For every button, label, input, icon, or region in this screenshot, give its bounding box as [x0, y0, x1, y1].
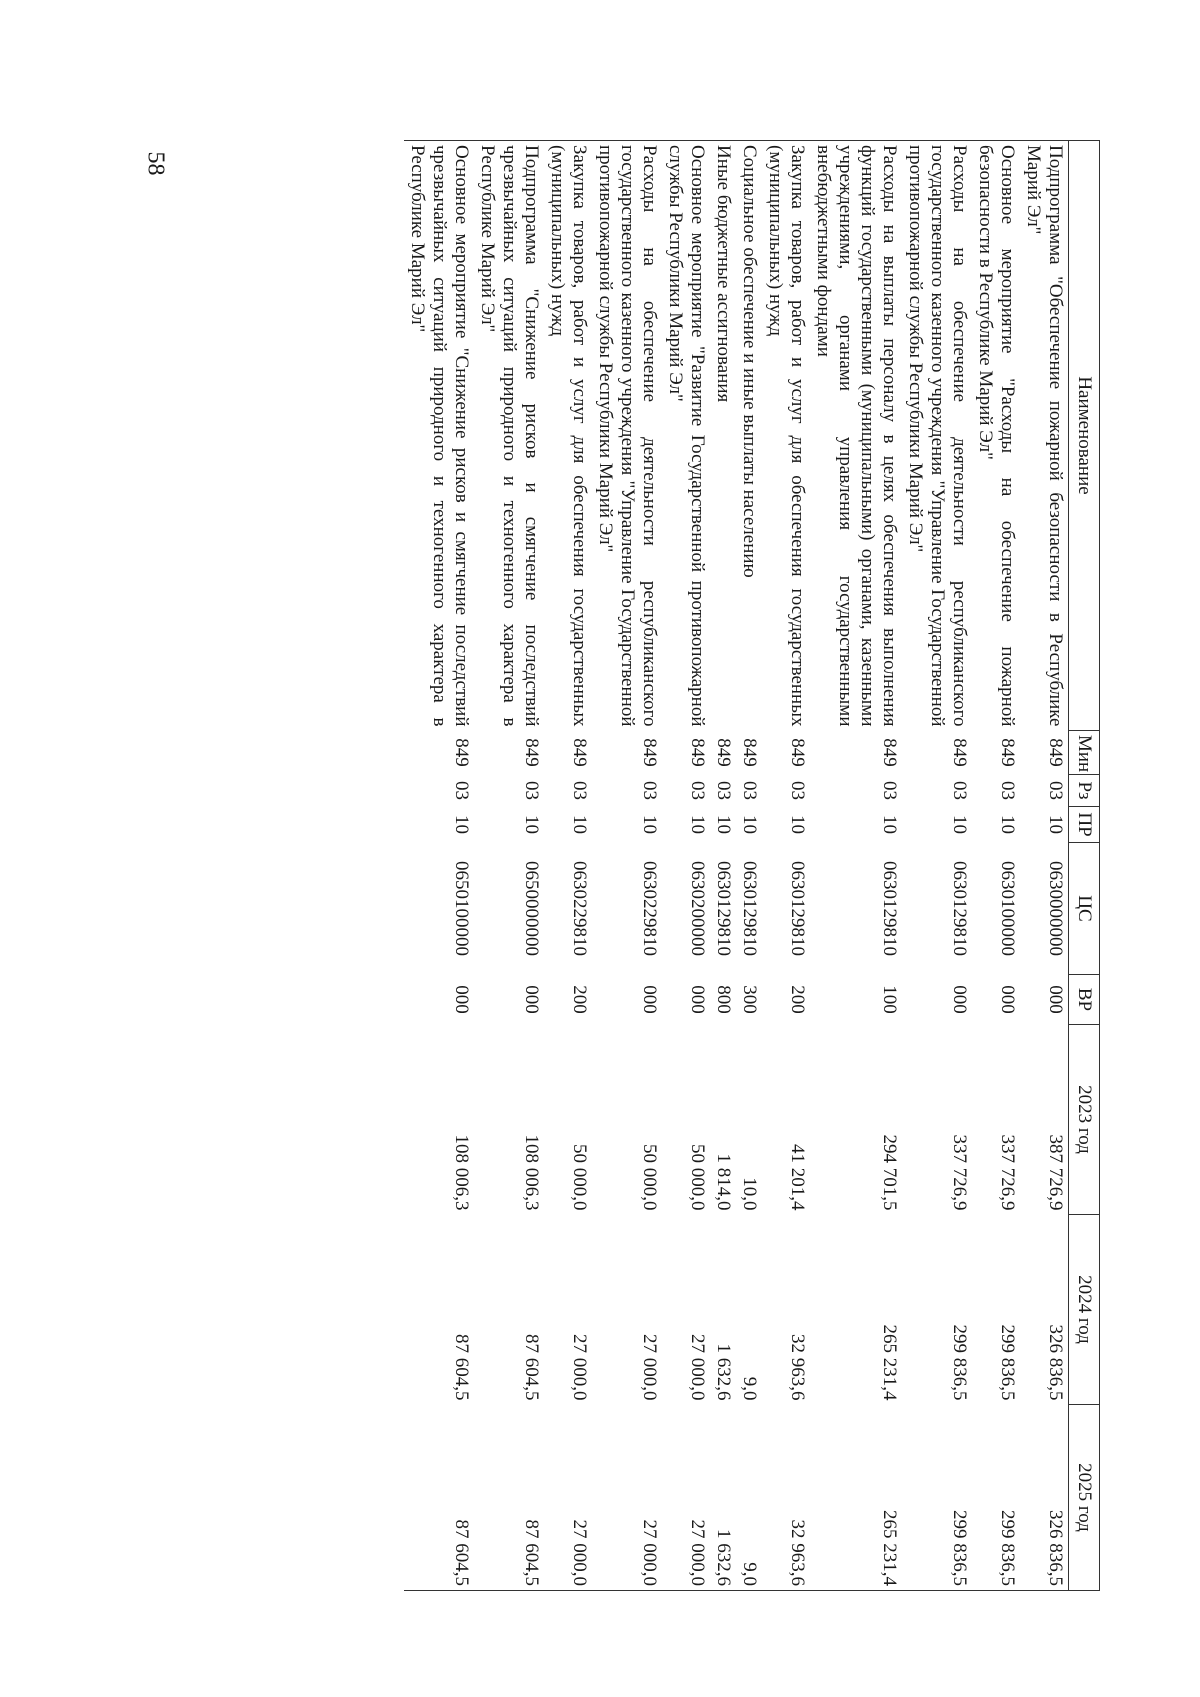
cell-2023: 50 000,0 [687, 1144, 708, 1211]
cell-vr: 200 [787, 985, 808, 1014]
cell-min: 849 [879, 738, 900, 767]
table-row [972, 141, 1020, 1591]
cell-2023: 337 726,9 [997, 1134, 1018, 1211]
cell-2023: 108 006,3 [451, 1134, 472, 1211]
cell-pr: 10 [569, 815, 590, 834]
cell-cs: 0630129810 [739, 861, 760, 956]
cell-pr: 10 [949, 815, 970, 834]
cell-2024: 1 632,6 [713, 1343, 734, 1401]
cell-pr: 10 [687, 815, 708, 834]
header-name: Наименование [1069, 141, 1100, 731]
cell-2023: 50 000,0 [639, 1144, 660, 1211]
cell-name: Расходы на выплаты персоналу в целях обеспечения выполнения функций государственными (муниципальными) органами, казенными учреждениями, органами управления государственными внебюджетными фондами [810, 141, 902, 731]
cell-cs: 0650000000 [521, 861, 542, 956]
cell-vr: 100 [879, 985, 900, 1014]
cell-name: Расходы на обеспечение деятельности республиканского государственного казенного учреждения "Управление Государственной противопожарной службы Республики Марий Эл" [902, 141, 972, 731]
cell-rz: 03 [521, 781, 542, 800]
cell-2023: 1 814,0 [713, 1153, 734, 1211]
cell-name: Подпрограмма "Снижение рисков и смягчение последствий чрезвычайных ситуаций природного и техногенного характера в Республике Марий Эл" [474, 141, 544, 731]
cell-min: 849 [521, 738, 542, 767]
cell-min: 849 [787, 738, 808, 767]
cell-2025: 9,0 [736, 1405, 762, 1591]
cell-rz: 03 [879, 781, 900, 800]
cell-rz: 03 [687, 781, 708, 800]
cell-cs: 0630200000 [687, 861, 708, 956]
cell-2023: 337 726,9 [949, 1134, 970, 1211]
cell-2025: 87 604,5 [474, 1405, 544, 1591]
cell-name: Основное мероприятие "Расходы на обеспечение пожарной безопасности в Республике Марий Эл" [972, 141, 1020, 731]
cell-2024: 299 836,5 [997, 1324, 1018, 1401]
cell-pr: 10 [997, 815, 1018, 834]
cell-name: Основное мероприятие "Снижение рисков и смягчение последствий чрезвычайных ситуаций природного и техногенного характера в Республике Марий Эл" [404, 141, 474, 731]
cell-2025: 299 836,5 [902, 1405, 972, 1591]
page-number: 58 [142, 151, 169, 176]
cell-2023: 41 201,4 [787, 1144, 808, 1211]
cell-2024: 27 000,0 [687, 1334, 708, 1401]
cell-name: Иные бюджетные ассигнования [710, 141, 736, 731]
cell-cs: 0630100000 [997, 861, 1018, 956]
cell-min: 849 [997, 738, 1018, 767]
cell-cs: 0630129810 [949, 861, 970, 956]
cell-2025: 27 000,0 [544, 1405, 592, 1591]
cell-cs: 0630229810 [639, 861, 660, 956]
cell-2024: 87 604,5 [521, 1334, 542, 1401]
cell-min: 849 [569, 738, 590, 767]
cell-2023: 50 000,0 [569, 1144, 590, 1211]
cell-pr: 10 [739, 815, 760, 834]
header-rz: Рз [1069, 775, 1100, 807]
cell-vr: 200 [569, 985, 590, 1014]
cell-name: Закупка товаров, работ и услуг для обеспечения государственных (муниципальных) нужд [762, 141, 810, 731]
cell-vr: 000 [997, 985, 1018, 1014]
cell-2023: 294 701,5 [879, 1134, 900, 1211]
cell-2024: 265 231,4 [879, 1324, 900, 1401]
cell-cs: 0630229810 [569, 861, 590, 956]
cell-min: 849 [739, 738, 760, 767]
cell-name: Основное мероприятие "Развитие Государственной противопожарной службы Республики Марий Эл" [662, 141, 710, 731]
cell-pr: 10 [639, 815, 660, 834]
cell-name: Расходы на обеспечение деятельности республиканского государственного казенного учреждения "Управление Государственной противопожарной службы Республики Марий Эл" [592, 141, 662, 731]
cell-cs: 0630129810 [713, 861, 734, 956]
cell-name: Подпрограмма "Обеспечение пожарной безопасности в Республике Марий Эл" [1020, 141, 1069, 731]
cell-rz: 03 [639, 781, 660, 800]
cell-2024: 27 000,0 [639, 1334, 660, 1401]
cell-2025: 27 000,0 [592, 1405, 662, 1591]
table-row [592, 141, 662, 1591]
cell-rz: 03 [713, 781, 734, 800]
cell-2025: 27 000,0 [662, 1405, 710, 1591]
cell-pr: 10 [1045, 815, 1066, 834]
cell-rz: 03 [739, 781, 760, 800]
cell-2025: 265 231,4 [810, 1405, 902, 1591]
header-2024: 2024 год [1069, 1215, 1100, 1405]
cell-pr: 10 [521, 815, 542, 834]
cell-vr: 000 [949, 985, 970, 1014]
cell-pr: 10 [787, 815, 808, 834]
cell-cs: 0630129810 [787, 861, 808, 956]
cell-min: 849 [639, 738, 660, 767]
cell-vr: 000 [451, 985, 472, 1014]
cell-min: 849 [713, 738, 734, 767]
cell-2025: 87 604,5 [404, 1405, 474, 1591]
cell-2024: 27 000,0 [569, 1334, 590, 1401]
cell-2025: 1 632,6 [710, 1405, 736, 1591]
table-row [902, 141, 972, 1591]
cell-vr: 000 [521, 985, 542, 1014]
header-min: Мин [1069, 731, 1100, 775]
cell-2024: 299 836,5 [949, 1324, 970, 1401]
header-2023: 2023 год [1069, 1025, 1100, 1215]
table-body [404, 141, 1069, 1591]
cell-2025: 299 836,5 [972, 1405, 1020, 1591]
table-row [1020, 141, 1069, 1591]
table-row [762, 141, 810, 1591]
cell-min: 849 [1045, 738, 1066, 767]
table-row [544, 141, 592, 1591]
cell-pr: 10 [713, 815, 734, 834]
cell-name: Закупка товаров, работ и услуг для обеспечения государственных (муниципальных) нужд [544, 141, 592, 731]
cell-rz: 03 [1045, 781, 1066, 800]
cell-rz: 03 [451, 781, 472, 800]
cell-min: 849 [687, 738, 708, 767]
cell-pr: 10 [451, 815, 472, 834]
cell-rz: 03 [787, 781, 808, 800]
cell-cs: 0630000000 [1045, 861, 1066, 956]
table-row [662, 141, 710, 1591]
header-pr: ПР [1069, 807, 1100, 843]
table-row [736, 141, 762, 1591]
cell-vr: 800 [713, 985, 734, 1014]
header-vr: ВР [1069, 975, 1100, 1025]
cell-min: 849 [451, 738, 472, 767]
cell-min: 849 [949, 738, 970, 767]
header-2025: 2025 год [1069, 1405, 1100, 1591]
table-row [474, 141, 544, 1591]
cell-vr: 000 [687, 985, 708, 1014]
cell-rz: 03 [569, 781, 590, 800]
cell-2023: 108 006,3 [521, 1134, 542, 1211]
cell-2024: 32 963,6 [787, 1334, 808, 1401]
cell-2025: 326 836,5 [1020, 1405, 1069, 1591]
header-cs: ЦС [1069, 843, 1100, 975]
cell-2024: 87 604,5 [451, 1334, 472, 1401]
cell-2025: 32 963,6 [762, 1405, 810, 1591]
cell-pr: 10 [879, 815, 900, 834]
budget-table [404, 140, 1100, 1591]
table-row [810, 141, 902, 1591]
cell-vr: 000 [1045, 985, 1066, 1014]
table-row [404, 141, 474, 1591]
table-row [710, 141, 736, 1591]
cell-2023: 10,0 [739, 1177, 760, 1211]
cell-2024: 326 836,5 [1045, 1324, 1066, 1401]
cell-rz: 03 [997, 781, 1018, 800]
cell-2023: 387 726,9 [1045, 1134, 1066, 1211]
budget-table-container [404, 140, 1100, 1590]
cell-vr: 000 [639, 985, 660, 1014]
cell-vr: 300 [739, 985, 760, 1014]
cell-cs: 0630129810 [879, 861, 900, 956]
cell-cs: 0650100000 [451, 861, 472, 956]
cell-name: Социальное обеспечение и иные выплаты населению [736, 141, 762, 731]
cell-rz: 03 [949, 781, 970, 800]
cell-2024: 9,0 [739, 1376, 760, 1401]
table-header-row [1069, 141, 1100, 1591]
